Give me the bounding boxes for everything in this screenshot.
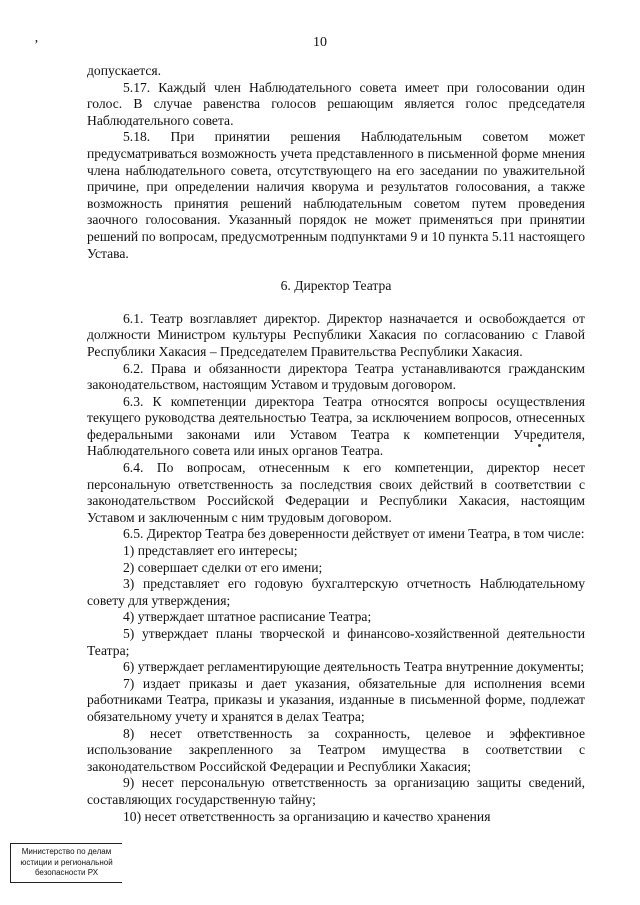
list-item: 9) несет персональную ответственность за организацию защиты сведений, составляющих государственную тайну; (87, 775, 585, 807)
section-heading: 6. Директор Театра (280, 278, 392, 294)
paragraph-5-18: 5.18. При принятии решения Наблюдательным советом может предусматриваться возможность учета представленного в письменной форме мнения члена наблюдательного совета, отсутствующего на его заседании по уважительной причине, при определении наличия кворума и результатов голосования, а также возможность принятия решений наблюдательным советом путем проведения заочного голосования. Указанный порядок не может применяться при принятии решений по вопросам, предусмотренным подпунктами 9 и 10 пункта 5.11 настоящего Устава. (87, 129, 585, 261)
list-item: 5) утверждает планы творческой и финансово-хозяйственной деятельности Театра; (87, 626, 585, 658)
list-item: 7) издает приказы и дает указания, обязательные для исполнения всеми работниками Театра, приказы и указания, изданные в письменной форме, подлежат обязательному учету и хранятся в делах Театра; (87, 675, 585, 724)
stamp-line-1: Министерство по делам (21, 847, 112, 856)
list-item: 1) представляет его интересы; (123, 543, 298, 559)
paragraph-6-3: 6.3. К компетенции директора Театра относятся вопросы осуществления текущего руководства деятельностью Театра, за исключением вопросов, отнесенных федеральными законами или Уставом Театра к компетенции Учредителя, Наблюдательного совета или иных органов Театра. (87, 393, 585, 459)
ministry-stamp (10, 843, 122, 883)
list-item: 3) представляет его годовую бухгалтерскую отчетность Наблюдательному совету для утверждения; (87, 576, 585, 608)
page-number: 10 (313, 35, 327, 50)
list-item: 6) утверждает регламентирующие деятельность Театра внутренние документы; (123, 659, 585, 675)
corner-mark: ʼ (34, 38, 39, 53)
list-item: 2) совершает сделки от его имени; (123, 559, 323, 575)
document-body (87, 63, 585, 825)
speck-mark (538, 444, 541, 447)
paragraph-6-5: 6.5. Директор Театра без доверенности действует от имени Театра, в том числе: (123, 526, 585, 542)
list-item: 4) утверждает штатное расписание Театра; (123, 609, 372, 625)
paragraph-continuation: допускается. (87, 63, 162, 78)
list-item: 10) несет ответственность за организацию и качество хранения (123, 808, 491, 824)
paragraph-6-4: 6.4. По вопросам, отнесенным к его компетенции, директор несет персональную ответственность за последствия своих действий в соответствии с законодательством Российской Федерации и Республики Хакасия, настоящим Уставом и заключенным с ним трудовым договором. (87, 460, 585, 525)
stamp-line-3: безопасности РХ (34, 868, 99, 877)
stamp-line-2: юстиции и региональной (20, 857, 113, 867)
paragraph-5-17: 5.17. Каждый член Наблюдательного совета имеет при голосовании один голос. В случае равенства голосов решающим является голос председателя Наблюдательного совета. (87, 79, 585, 128)
list-item: 8) несет ответственность за сохранность, целевое и эффективное использование закрепленного за Театром имущества в соответствии с законодательством Российской Федерации и Республики Хакасия; (87, 725, 585, 774)
paragraph-6-2: 6.2. Права и обязанности директора Театра устанавливаются гражданским законодательством, настоящим Уставом и трудовым договором. (87, 360, 585, 393)
paragraph-6-1: 6.1. Театр возглавляет директор. Директор назначается и освобождается от должности Министром культуры Республики Хакасия по согласованию с Главой Республики Хакасия – Председателем Правительства Республики Хакасия. (87, 310, 585, 359)
